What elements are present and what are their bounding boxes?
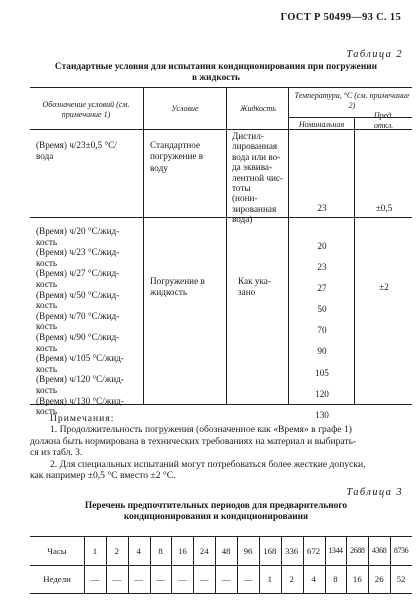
hours-cell: 168 [263,546,277,556]
hours-cell: 8736 [393,546,409,555]
weeks-cell: 26 [374,574,384,584]
weeks-cell: — [112,574,122,584]
weeks-cell: 4 [311,574,316,584]
table3-vline [368,536,369,593]
list-item: (Время) ч/120 °С/жид- кость [36,374,124,395]
weeks-cell: — [156,574,165,584]
col-header-temperature: Температура, °С (см. примечание 2) [294,91,410,110]
hours-cell: 336 [285,546,299,556]
row1-liquid: Дистил- лированная вода или во- да эквива- лентной чис- тоты (нони- зированная вода) [232,131,283,225]
hours-cell: 4368 [371,546,387,555]
table3-vline [106,536,107,593]
list-item: (Время) ч/50 °С/жид- кость [36,289,120,311]
table3-vline [346,536,347,593]
col-header-condition: Условие [171,104,199,113]
table3-hours-label: Часы [47,546,67,556]
list-item: 20 [317,241,327,251]
table3-vline [171,536,172,593]
table3-vline [128,536,129,593]
weeks-cell: 16 [352,574,362,584]
table3-title-line2: кондиционирования и кондиционирования [123,512,309,522]
table2-vline-1 [143,87,144,404]
group-nominals [290,236,354,426]
hours-cell: 1 [92,546,98,556]
row1-nominal: 23 [317,203,327,213]
list-item: 90 [317,346,327,357]
hours-cell: 1344 [328,546,343,555]
table3-vline [215,536,216,593]
hours-cell: 672 [306,546,321,556]
weeks-cell: — [243,574,253,584]
row1-condition: Стандартное погружение в воду [150,140,204,173]
weeks-cell: 1 [267,574,273,584]
table3-top-rule [30,536,412,537]
weeks-cell: 8 [333,574,338,584]
table3-title-line1: Перечень предпочтительных периодов для предварительного [84,501,348,511]
notes-heading: Примечания: [50,413,115,424]
table3-vline [259,536,260,593]
hours-cell: 2 [114,546,119,556]
table2-vline-4 [354,117,355,404]
table3-vline [193,536,194,593]
col-header-nominal: Номинальная [298,120,345,129]
table3-vline [150,536,151,593]
hours-cell: 2688 [350,546,365,555]
hours-cell: 48 [221,546,231,556]
table3-mid-rule [30,565,412,566]
col-header-designation: Обозначение условий (см. примечание 1) [42,100,130,119]
hours-cell: 8 [158,546,163,556]
list-item: (Время) ч/70 °С/жид- кость [36,310,120,332]
table2-caption: Таблица 2 [346,49,403,60]
table2-vline-3 [288,87,289,404]
weeks-cell: — [134,574,144,584]
group-condition: Погружение в жидкость [150,276,205,298]
table3-vline [84,536,85,593]
hours-cell: 16 [177,546,187,556]
list-item: (Время) ч/27 °С/жид- кость [36,268,120,289]
col-header-tolerance: Пред. откл. [373,111,394,130]
hours-cell: 24 [199,546,209,556]
weeks-cell: — [221,574,231,584]
row1-tolerance: ±0,5 [375,203,393,213]
list-item: 70 [317,325,327,336]
list-item: (Время) ч/23 °С/жид- кость [36,247,120,268]
list-item: 120 [315,388,329,399]
table2-vline-2 [226,87,227,404]
list-item: 50 [317,304,327,315]
list-item: (Время) ч/130 °С/жид- кость [36,395,124,417]
weeks-cell: — [90,574,100,584]
row1-designation: (Время) ч/23±0,5 °С/ вода [36,140,117,162]
table3-vline [390,536,391,593]
table2-title-line2: в жидкость [191,73,241,83]
list-item: 23 [317,262,327,273]
col-header-liquid: Жидкость [240,104,276,113]
hours-cell: 96 [243,546,253,556]
notes-body: 1. Продолжительность погружения (обозначенное как «Время» в графе 1) должна быть нормирована в технических требованиях на материал и выбирать- ся из табл. 3. 2. Для специальных испытаний могут потребоваться более жесткие допуски, как например ±0,5 °С вместо ±2 °С. [30,424,366,481]
weeks-cell: — [177,574,187,584]
hours-cell: 4 [136,546,141,556]
weeks-cell: 52 [396,574,406,584]
group-tolerance: ±2 [379,282,389,292]
page-header: ГОСТ Р 50499—93 С. 15 [280,12,401,23]
table2-title-line1: Стандартные условия для испытания кондиционирования при погружении [54,62,378,72]
table3-weeks-label: Недели [43,574,71,584]
list-item: (Время) ч/20 °С/жид- кость [36,226,120,247]
list-item: 27 [317,283,327,294]
list-item: (Время) ч/90 °С/жид- кость [36,331,120,353]
table3-vline [325,536,326,593]
group-liquid: Как ука- зано [238,276,271,298]
weeks-cell: 2 [289,574,294,584]
table3-vline [303,536,304,593]
table2-top-rule [30,87,412,88]
list-item: 105 [315,367,329,378]
table3-caption: Таблица 3 [346,487,403,498]
weeks-cell: — [199,574,209,584]
table3-vline [281,536,282,593]
table3-bottom-rule [30,593,412,594]
list-item: 130 [315,409,329,420]
group-designations [36,226,124,417]
list-item: (Время) ч/105 °С/жид- кость [36,353,124,374]
table3-vline [237,536,238,593]
